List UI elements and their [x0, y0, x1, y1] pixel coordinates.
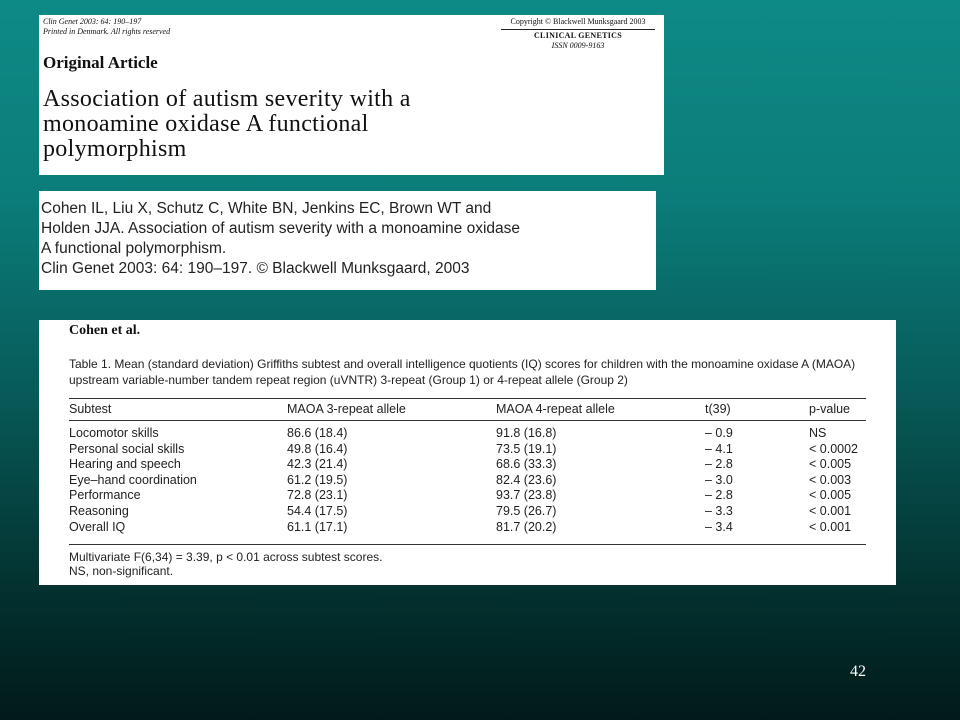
- cell-p-value: < 0.003: [809, 472, 852, 487]
- column-header-t: t(39): [705, 402, 731, 416]
- article-title: [43, 87, 653, 162]
- column-header-3-repeat: MAOA 3-repeat allele: [287, 402, 406, 416]
- copyright-line: Copyright © Blackwell Munksgaard 2003: [510, 17, 646, 26]
- cell-t: – 3.0: [705, 472, 733, 487]
- table-caption: Table 1. Mean (standard deviation) Griffiths subtest and overall intelligence quotients (IQ) scores for children with the monoamine oxidase A (MAOA) upstream variable-number tandem repeat region (uVNTR) 3-repeat (Group 1) or 4-repeat allele (Group 2): [69, 357, 856, 387]
- cell-subtest: Reasoning: [69, 504, 129, 518]
- cell-t: – 3.3: [705, 504, 733, 518]
- citation-line: Holden JJA. Association of autism severity with a monoamine oxidase: [41, 220, 521, 237]
- cell-4-repeat: 79.5 (26.7): [496, 504, 557, 518]
- cell-t: – 2.8: [705, 457, 733, 472]
- cell-3-repeat: 61.2 (19.5): [287, 472, 348, 487]
- table-bottom-rule: [69, 544, 866, 545]
- cell-p-value: < 0.0002: [809, 441, 859, 456]
- citation-line: Cohen IL, Liu X, Schutz C, White BN, Jenkins EC, Brown WT and: [41, 200, 492, 217]
- cell-t: – 2.8: [705, 488, 733, 503]
- citation-line: Clin Genet 2003: 64: 190–197. © Blackwell Munksgaard, 2003: [41, 260, 470, 277]
- cell-p-value: < 0.005: [809, 457, 852, 472]
- cell-4-repeat: 73.5 (19.1): [496, 441, 557, 456]
- cell-subtest: Locomotor skills: [69, 426, 159, 440]
- cell-4-repeat: 82.4 (23.6): [496, 472, 557, 487]
- cell-3-repeat: 42.3 (21.4): [287, 457, 348, 472]
- table-footnotes: [69, 550, 382, 578]
- table-top-rule: [69, 398, 866, 399]
- cell-3-repeat: 72.8 (23.1): [287, 488, 348, 503]
- cell-4-repeat: 93.7 (23.8): [496, 488, 557, 503]
- table-panel: [39, 320, 896, 585]
- column-header-4-repeat: MAOA 4-repeat allele: [496, 402, 615, 416]
- journal-reference: [43, 17, 170, 37]
- cell-subtest: Overall IQ: [69, 519, 126, 534]
- cell-t: – 3.4: [705, 519, 733, 534]
- title-line: polymorphism: [43, 136, 187, 162]
- cell-t: – 0.9: [705, 426, 733, 440]
- cell-4-repeat: 91.8 (16.8): [496, 426, 557, 440]
- column-header-p-value: p-value: [809, 402, 850, 416]
- cell-subtest: Performance: [69, 488, 141, 503]
- footnote: NS, non-significant.: [69, 564, 174, 578]
- title-line: monoamine oxidase A functional: [43, 111, 369, 137]
- cell-p-value: NS: [809, 426, 827, 440]
- journal-ref-line: Clin Genet 2003: 64: 190–197: [43, 17, 142, 26]
- cell-3-repeat: 54.4 (17.5): [287, 504, 348, 518]
- title-line: Association of autism severity with a: [43, 86, 411, 112]
- footnote: Multivariate F(6,34) = 3.39, p < 0.01 across subtest scores.: [69, 550, 383, 564]
- journal-name: CLINICAL GENETICS: [533, 31, 622, 40]
- column-header-subtest: Subtest: [69, 402, 112, 416]
- table-header-rule: [69, 420, 866, 421]
- cell-subtest: Eye–hand coordination: [69, 472, 197, 487]
- section-label: Original Article: [43, 53, 158, 72]
- cell-3-repeat: 86.6 (18.4): [287, 426, 348, 440]
- article-header-panel: [39, 15, 664, 175]
- cell-subtest: Hearing and speech: [69, 457, 181, 472]
- cell-3-repeat: 61.1 (17.1): [287, 519, 348, 534]
- issn: ISSN 0009-9163: [551, 41, 605, 50]
- page-number: 42: [850, 663, 866, 680]
- copyright-block: [497, 17, 659, 51]
- cell-p-value: < 0.005: [809, 488, 852, 503]
- printed-line: Printed in Denmark. All rights reserved: [43, 27, 171, 36]
- citation-panel: [39, 191, 656, 290]
- cell-t: – 4.1: [705, 441, 733, 456]
- cell-4-repeat: 68.6 (33.3): [496, 457, 557, 472]
- cell-4-repeat: 81.7 (20.2): [496, 519, 557, 534]
- cell-subtest: Personal social skills: [69, 441, 185, 456]
- copyright-rule: [501, 29, 655, 30]
- running-head: Cohen et al.: [69, 323, 141, 338]
- citation-text: [41, 199, 520, 279]
- cell-3-repeat: 49.8 (16.4): [287, 441, 348, 456]
- cell-p-value: < 0.001: [809, 519, 852, 534]
- cell-p-value: < 0.001: [809, 504, 852, 518]
- citation-line: A functional polymorphism.: [41, 240, 227, 257]
